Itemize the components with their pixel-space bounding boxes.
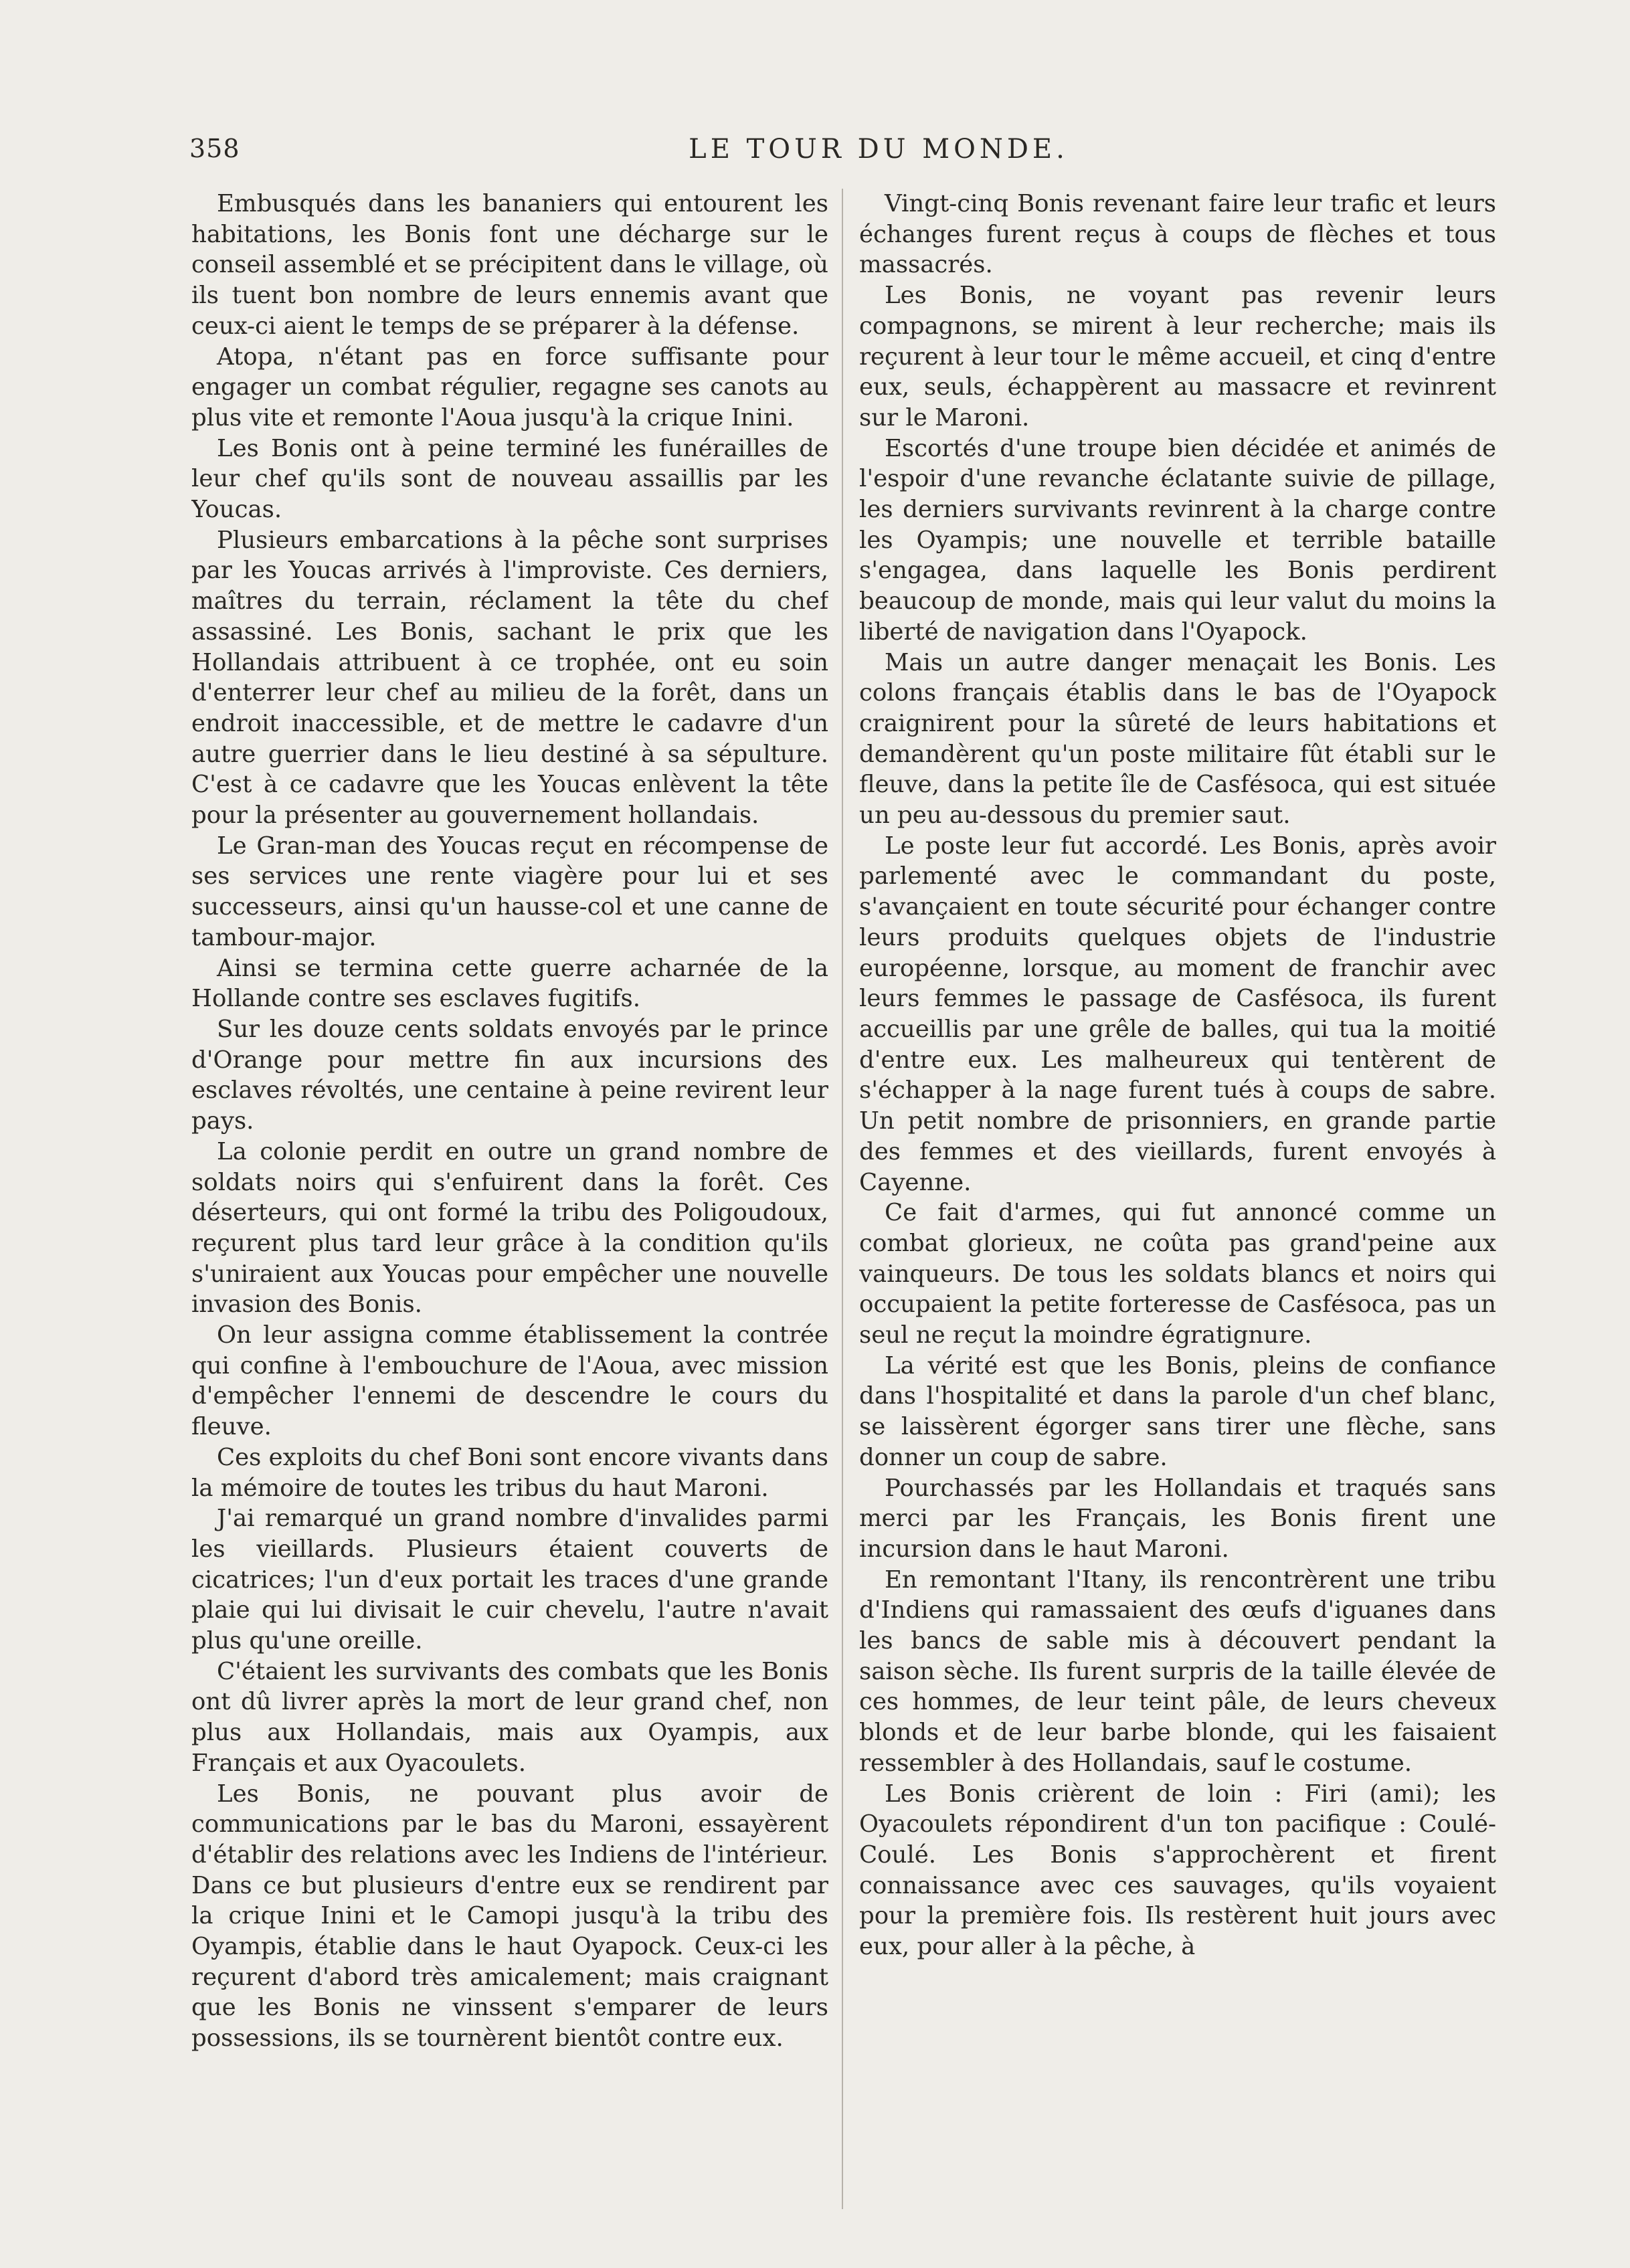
paragraph: Les Bonis crièrent de loin : Firi (ami); les Oyacoulets répondirent d'un ton pacifique : Coulé-Coulé. Les Bonis s'approchèrent et firent connaissance avec ces sauvages, qu'ils voyaient pour la première fois. Ils restèrent huit jours avec eux, pour aller à la pêche, à [859,1780,1496,1961]
paragraph: Escortés d'une troupe bien décidée et animés de l'espoir d'une revanche éclatante suivie de pillage, les derniers survivants revinrent à la charge contre les Oyampis; une nouvelle et terrible bataille s'engagea, dans laquelle les Bonis perdirent beaucoup de monde, mais qui leur valut du moins la liberté de navigation dans l'Oyapock. [859,434,1496,646]
paragraph: C'étaient les survivants des combats que les Bonis ont dû livrer après la mort de leur grand chef, non plus aux Hollandais, mais aux Oyampis, aux Français et aux Oyacoulets. [191,1657,828,1777]
paragraph: Vingt-cinq Bonis revenant faire leur trafic et leurs échanges furent reçus à coups de flèches et tous massacrés. [859,190,1496,279]
paragraph: Les Bonis, ne voyant pas revenir leurs compagnons, se mirent à leur recherche; mais ils reçurent à leur tour le même accueil, et cinq d'entre eux, seuls, échappèrent au massacre et revinrent sur le Maroni. [859,282,1496,432]
paragraph: Plusieurs embarcations à la pêche sont surprises par les Youcas arrivés à l'improviste. Ces derniers, maîtres du terrain, réclament la tête du chef assassiné. Les Bonis, sachant le prix que les Hollandais attribuent à ce trophée, ont eu soin d'enterrer leur chef au milieu de la forêt, dans un endroit inaccessible, et de mettre le cadavre d'un autre guerrier dans le lieu destiné à sa sépulture. C'est à ce cadavre que les Youcas enlèvent la tête pour la présenter au gouvernement hollandais. [191,526,828,830]
paragraph: Sur les douze cents soldats envoyés par le prince d'Orange pour mettre fin aux incursions des esclaves révoltés, une centaine à peine revirent leur pays. [191,1015,828,1135]
paragraph: Ce fait d'armes, qui fut annoncé comme un combat glorieux, ne coûta pas grand'peine aux vainqueurs. De tous les soldats blancs et noirs qui occupaient la petite forteresse de Casfésoca, pas un seul ne reçut la moindre égratignure. [859,1199,1496,1349]
paragraph: Ces exploits du chef Boni sont encore vivants dans la mémoire de toutes les tribus du haut Maroni. [191,1443,828,1502]
column-divider [842,189,843,2209]
paragraph: Mais un autre danger menaçait les Bonis. Les colons français établis dans le bas de l'Oyapock craignirent pour la sûreté de leurs habitations et demandèrent qu'un poste militaire fût établi sur le fleuve, dans la petite île de Casfésoca, qui est située un peu au-dessous du premier saut. [859,648,1496,830]
running-title: LE TOUR DU MONDE. [689,134,1069,165]
paragraph: Atopa, n'étant pas en force suffisante pour engager un combat régulier, regagne ses canots au plus vite et remonte l'Aoua jusqu'à la crique Inini. [191,343,828,432]
paragraph: J'ai remarqué un grand nombre d'invalides parmi les vieillards. Plusieurs étaient couverts de cicatrices; l'un d'eux portait les traces d'une grande plaie qui lui divisait le cuir chevelu, l'autre n'avait plus qu'une oreille. [191,1505,828,1655]
paragraph: En remontant l'Itany, ils rencontrèrent une tribu d'Indiens qui ramassaient des œufs d'iguanes dans les bancs de sable mis à découvert pendant la saison sèche. Ils furent surpris de la taille élevée de ces hommes, de leur teint pâle, de leurs cheveux blonds et de leur barbe blonde, qui les faisaient ressembler à des Hollandais, sauf le costume. [859,1566,1496,1777]
right-column [859,189,1496,1962]
left-column [191,189,828,2054]
paragraph: On leur assigna comme établissement la contrée qui confine à l'embouchure de l'Aoua, avec mission d'empêcher l'ennemi de descendre le cours du fleuve. [191,1321,828,1441]
paragraph: Embusqués dans les bananiers qui entourent les habitations, les Bonis font une décharge sur le conseil assemblé et se précipitent dans le village, où ils tuent bon nombre de leurs ennemis avant que ceux-ci aient le temps de se préparer à la défense. [191,190,828,340]
paragraph: La colonie perdit en outre un grand nombre de soldats noirs qui s'enfuirent dans la forêt. Ces déserteurs, qui ont formé la tribu des Poligoudoux, reçurent plus tard leur grâce à la condition qu'ils s'uniraient aux Youcas pour empêcher une nouvelle invasion des Bonis. [191,1137,828,1319]
page-number: 358 [189,134,240,163]
paragraph: Ainsi se termina cette guerre acharnée de la Hollande contre ses esclaves fugitifs. [191,954,828,1013]
paragraph: Le poste leur fut accordé. Les Bonis, après avoir parlementé avec le commandant du poste, s'avançaient en toute sécurité pour échanger contre leurs produits quelques objets de l'industrie européenne, lorsque, au moment de franchir avec leurs femmes le passage de Casfésoca, ils furent accueillis par une grêle de balles, qui tua la moitié d'entre eux. Les malheureux qui tentèrent de s'échapper à la nage furent tués à coups de sabre. Un petit nombre de prisonniers, en grande partie des femmes et des vieillards, furent envoyés à Cayenne. [859,832,1496,1196]
paragraph: Les Bonis, ne pouvant plus avoir de communications par le bas du Maroni, essayèrent d'établir des relations avec les Indiens de l'intérieur. Dans ce but plusieurs d'entre eux se rendirent par la crique Inini et le Camopi jusqu'à la tribu des Oyampis, établie dans le haut Oyapock. Ceux-ci les reçurent d'abord très amicalement; mais craignant que les Bonis ne vinssent s'emparer de leurs possessions, ils se tournèrent bientôt contre eux. [191,1780,828,2053]
paragraph: La vérité est que les Bonis, pleins de confiance dans l'hospitalité et dans la parole d'un chef blanc, se laissèrent égorger sans tirer une flèche, sans donner un coup de sabre. [859,1351,1496,1471]
paragraph: Les Bonis ont à peine terminé les funérailles de leur chef qu'ils sont de nouveau assaillis par les Youcas. [191,434,828,524]
page-header [189,134,1501,174]
paragraph: Pourchassés par les Hollandais et traqués sans merci par les Français, les Bonis firent une incursion dans le haut Maroni. [859,1474,1496,1563]
paragraph: Le Gran-man des Youcas reçut en récompense de ses services une rente viagère pour lui et ses successeurs, ainsi qu'un hausse-col et une canne de tambour-major. [191,832,828,951]
